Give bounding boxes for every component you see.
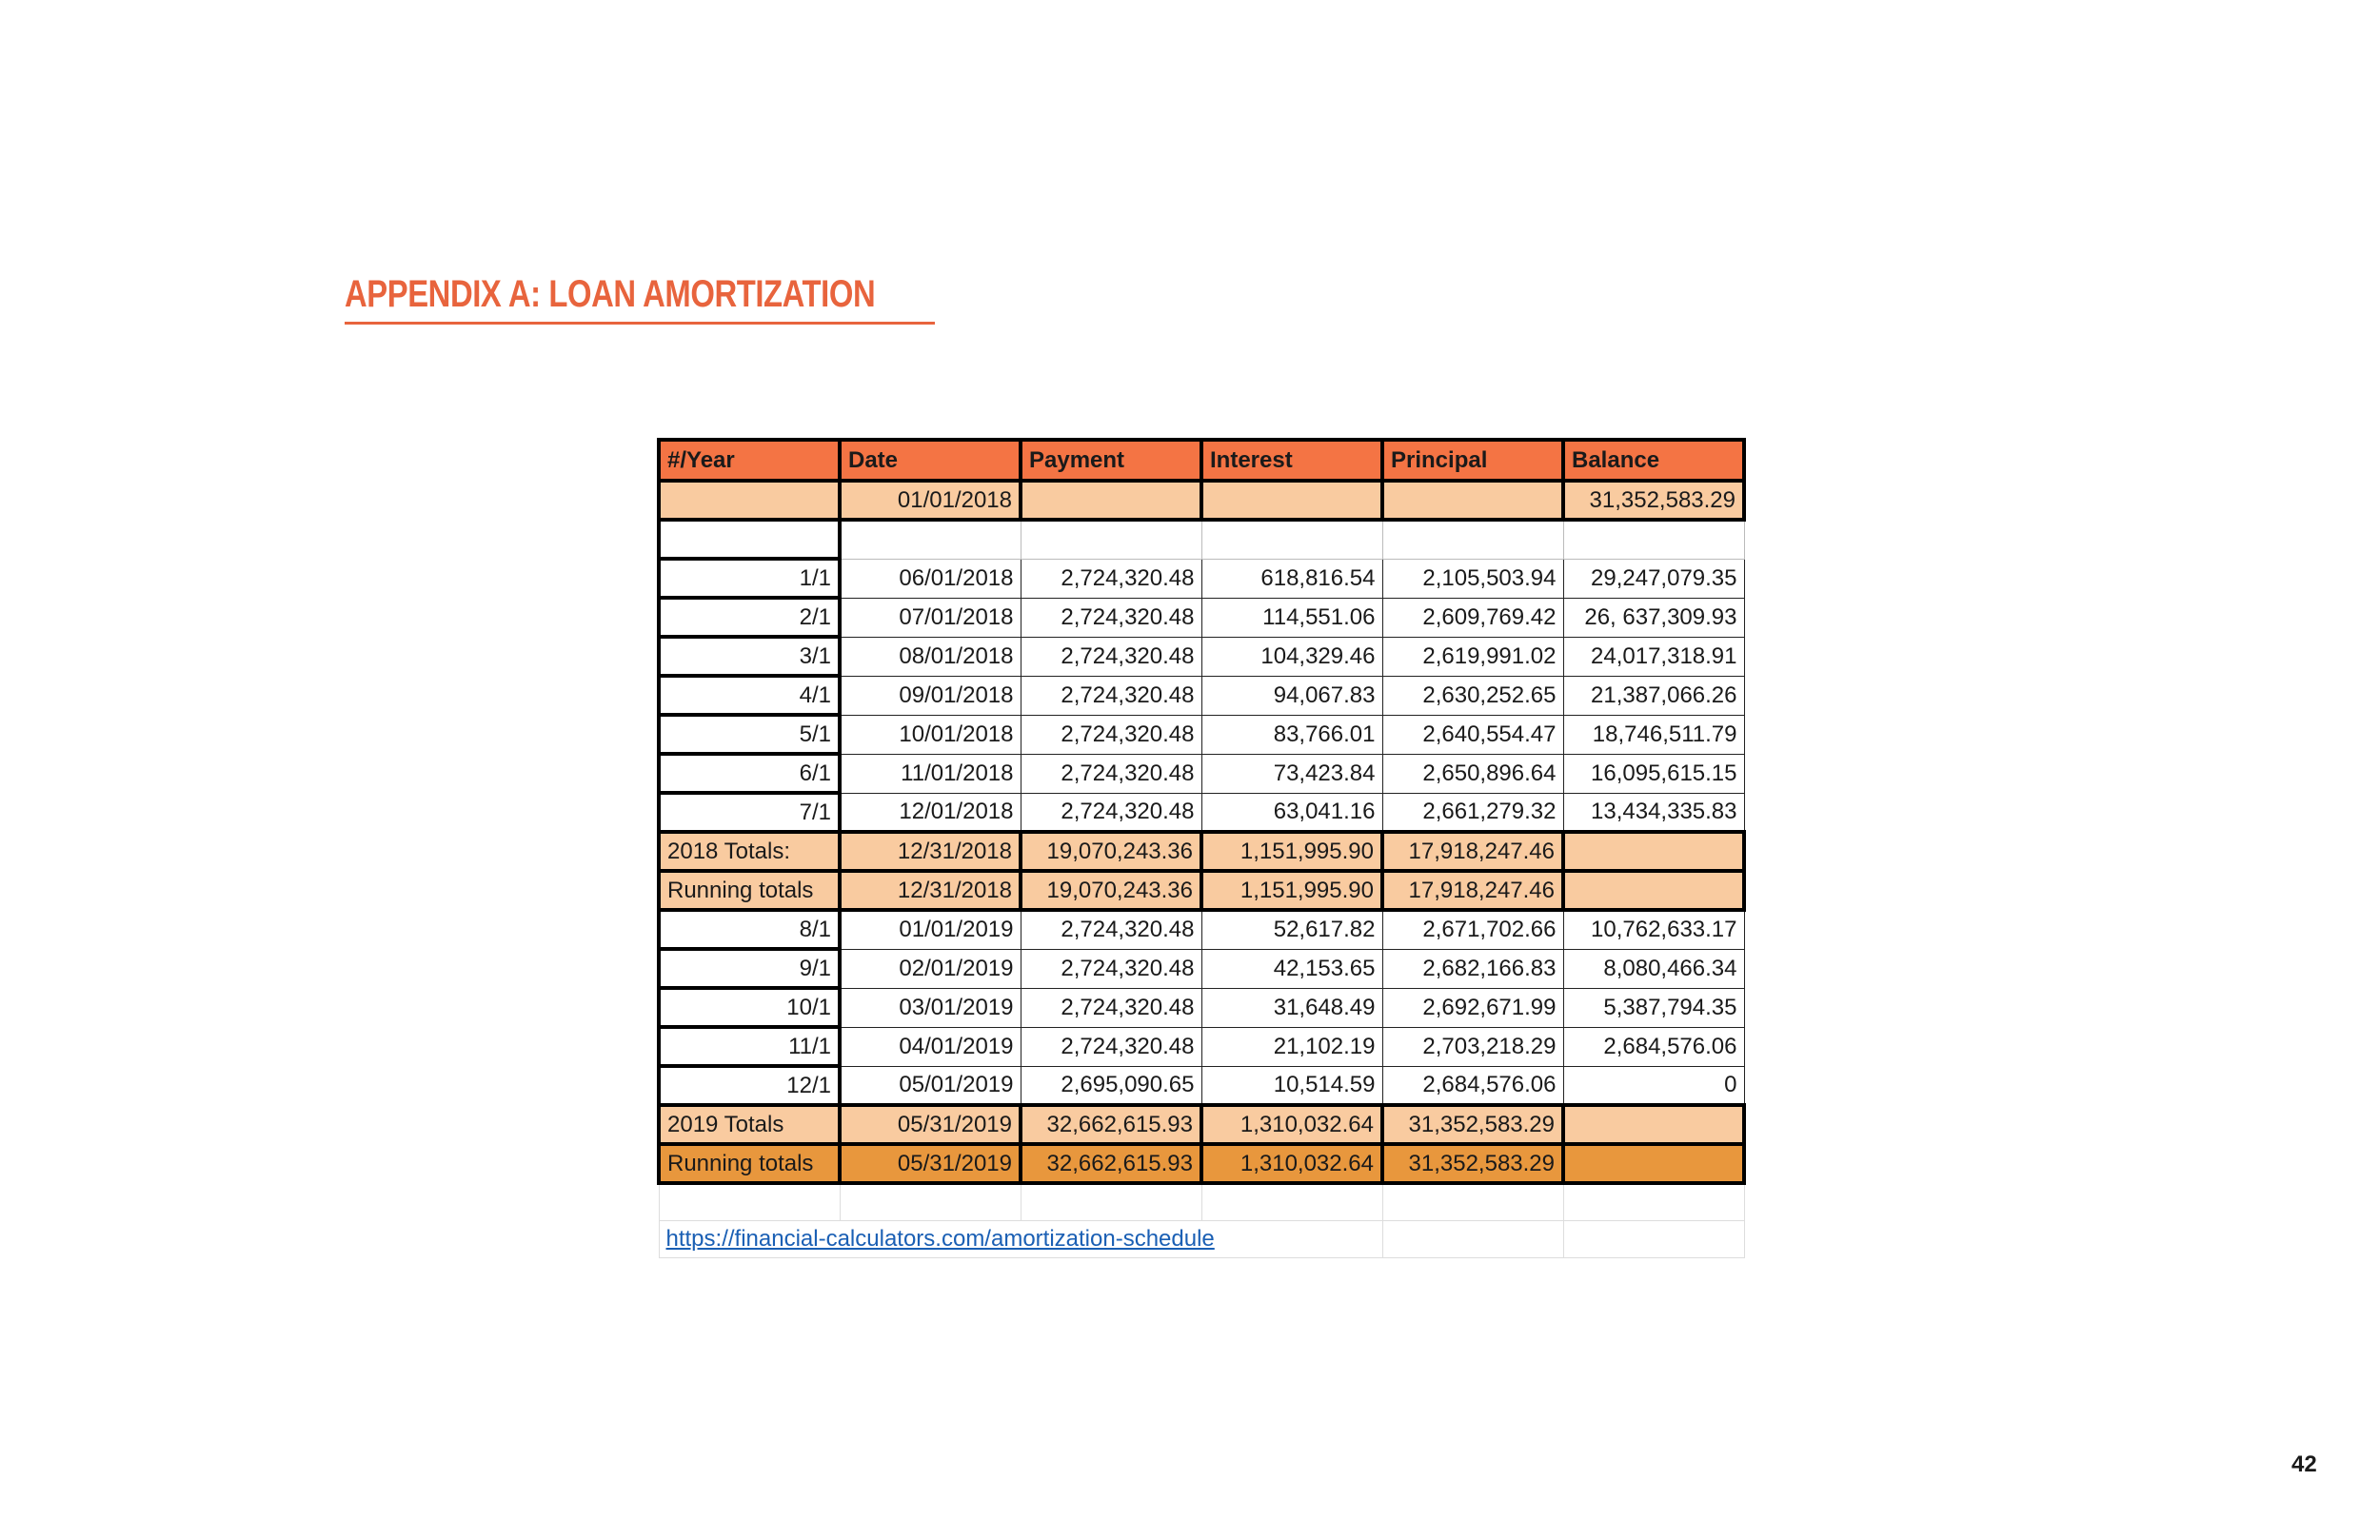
date-cell: 05/31/2019 bbox=[840, 1144, 1021, 1183]
initial-row bbox=[659, 481, 1744, 520]
label-cell: Running totals bbox=[659, 871, 840, 910]
date-cell: 12/31/2018 bbox=[840, 871, 1021, 910]
date-cell: 08/01/2018 bbox=[840, 637, 1021, 676]
interest-cell: 1,310,032.64 bbox=[1201, 1144, 1382, 1183]
date-cell: 11/01/2018 bbox=[840, 754, 1021, 793]
balance-cell: 16,095,615.15 bbox=[1563, 754, 1744, 793]
date-cell: 07/01/2018 bbox=[840, 598, 1021, 637]
page-title: APPENDIX A: LOAN AMORTIZATION bbox=[345, 273, 876, 315]
payment-cell: 2,724,320.48 bbox=[1021, 559, 1201, 598]
date-cell: 09/01/2018 bbox=[840, 676, 1021, 715]
interest-cell: 1,310,032.64 bbox=[1201, 1105, 1382, 1144]
table-row bbox=[659, 754, 1744, 793]
principal-cell: 2,684,576.06 bbox=[1382, 1066, 1563, 1105]
col-header-year: #/Year bbox=[659, 440, 840, 481]
year-cell: 1/1 bbox=[659, 559, 840, 598]
interest-cell: 83,766.01 bbox=[1201, 715, 1382, 754]
balance-cell: 18,746,511.79 bbox=[1563, 715, 1744, 754]
payment-cell: 2,724,320.48 bbox=[1021, 754, 1201, 793]
payment-cell: 2,724,320.48 bbox=[1021, 676, 1201, 715]
year-cell: 5/1 bbox=[659, 715, 840, 754]
interest-cell: 21,102.19 bbox=[1201, 1027, 1382, 1066]
balance-cell: 21,387,066.26 bbox=[1563, 676, 1744, 715]
year-cell: 9/1 bbox=[659, 949, 840, 988]
totals-row-2018 bbox=[659, 832, 1744, 871]
date-cell: 05/01/2019 bbox=[840, 1066, 1021, 1105]
principal-cell: 31,352,583.29 bbox=[1382, 1144, 1563, 1183]
balance-cell: 24,017,318.91 bbox=[1563, 637, 1744, 676]
balance-cell bbox=[1563, 871, 1744, 910]
year-cell: 10/1 bbox=[659, 988, 840, 1027]
principal-cell: 2,619,991.02 bbox=[1382, 637, 1563, 676]
interest-cell: 114,551.06 bbox=[1201, 598, 1382, 637]
year-cell: 4/1 bbox=[659, 676, 840, 715]
col-header-interest: Interest bbox=[1201, 440, 1382, 481]
interest-cell: 1,151,995.90 bbox=[1201, 871, 1382, 910]
principal-cell: 2,692,671.99 bbox=[1382, 988, 1563, 1027]
principal-cell: 2,661,279.32 bbox=[1382, 793, 1563, 832]
payment-cell: 2,724,320.48 bbox=[1021, 637, 1201, 676]
principal-cell: 2,640,554.47 bbox=[1382, 715, 1563, 754]
payment-cell: 2,724,320.48 bbox=[1021, 1027, 1201, 1066]
date-cell: 06/01/2018 bbox=[840, 559, 1021, 598]
balance-cell: 13,434,335.83 bbox=[1563, 793, 1744, 832]
table-row bbox=[659, 988, 1744, 1027]
blank-row bbox=[659, 520, 1744, 559]
balance-cell bbox=[1563, 1105, 1744, 1144]
payment-cell: 2,695,090.65 bbox=[1021, 1066, 1201, 1105]
interest-cell: 10,514.59 bbox=[1201, 1066, 1382, 1105]
principal-cell: 2,105,503.94 bbox=[1382, 559, 1563, 598]
label-cell: 2019 Totals bbox=[659, 1105, 840, 1144]
table-row bbox=[659, 559, 1744, 598]
year-cell: 11/1 bbox=[659, 1027, 840, 1066]
table-row bbox=[659, 910, 1744, 949]
col-header-balance: Balance bbox=[1563, 440, 1744, 481]
date-cell: 05/31/2019 bbox=[840, 1105, 1021, 1144]
initial-payment-cell bbox=[1021, 481, 1201, 520]
principal-cell: 2,703,218.29 bbox=[1382, 1027, 1563, 1066]
table-row bbox=[659, 715, 1744, 754]
interest-cell: 73,423.84 bbox=[1201, 754, 1382, 793]
amortization-table bbox=[657, 438, 1746, 1258]
interest-cell: 42,153.65 bbox=[1201, 949, 1382, 988]
date-cell: 03/01/2019 bbox=[840, 988, 1021, 1027]
label-cell: 2018 Totals: bbox=[659, 832, 840, 871]
balance-cell: 8,080,466.34 bbox=[1563, 949, 1744, 988]
year-cell: 6/1 bbox=[659, 754, 840, 793]
payment-cell: 19,070,243.36 bbox=[1021, 832, 1201, 871]
interest-cell: 94,067.83 bbox=[1201, 676, 1382, 715]
principal-cell: 2,682,166.83 bbox=[1382, 949, 1563, 988]
date-cell: 02/01/2019 bbox=[840, 949, 1021, 988]
interest-cell: 618,816.54 bbox=[1201, 559, 1382, 598]
col-header-date: Date bbox=[840, 440, 1021, 481]
payment-cell: 2,724,320.48 bbox=[1021, 949, 1201, 988]
table-row bbox=[659, 1027, 1744, 1066]
initial-principal-cell bbox=[1382, 481, 1563, 520]
source-row bbox=[659, 1220, 1744, 1257]
balance-cell: 5,387,794.35 bbox=[1563, 988, 1744, 1027]
balance-cell: 0 bbox=[1563, 1066, 1744, 1105]
payment-cell: 2,724,320.48 bbox=[1021, 793, 1201, 832]
table-row bbox=[659, 637, 1744, 676]
table-row bbox=[659, 793, 1744, 832]
payment-cell: 32,662,615.93 bbox=[1021, 1144, 1201, 1183]
date-cell: 12/31/2018 bbox=[840, 832, 1021, 871]
year-cell: 7/1 bbox=[659, 793, 840, 832]
label-cell: Running totals bbox=[659, 1144, 840, 1183]
interest-cell: 104,329.46 bbox=[1201, 637, 1382, 676]
balance-cell bbox=[1563, 832, 1744, 871]
principal-cell: 17,918,247.46 bbox=[1382, 832, 1563, 871]
interest-cell: 52,617.82 bbox=[1201, 910, 1382, 949]
source-link[interactable]: https://financial-calculators.com/amortization-schedule bbox=[665, 1225, 1215, 1252]
principal-cell: 2,630,252.65 bbox=[1382, 676, 1563, 715]
year-cell: 2/1 bbox=[659, 598, 840, 637]
table-row bbox=[659, 598, 1744, 637]
date-cell: 12/01/2018 bbox=[840, 793, 1021, 832]
principal-cell: 31,352,583.29 bbox=[1382, 1105, 1563, 1144]
balance-cell: 26, 637,309.93 bbox=[1563, 598, 1744, 637]
page-number: 42 bbox=[2291, 1451, 2317, 1477]
running-totals-row-2018 bbox=[659, 871, 1744, 910]
payment-cell: 2,724,320.48 bbox=[1021, 910, 1201, 949]
payment-cell: 2,724,320.48 bbox=[1021, 598, 1201, 637]
initial-interest-cell bbox=[1201, 481, 1382, 520]
balance-cell: 2,684,576.06 bbox=[1563, 1027, 1744, 1066]
col-header-payment: Payment bbox=[1021, 440, 1201, 481]
title-underline bbox=[345, 322, 935, 325]
principal-cell: 2,650,896.64 bbox=[1382, 754, 1563, 793]
running-totals-row-2019 bbox=[659, 1144, 1744, 1183]
year-cell: 8/1 bbox=[659, 910, 840, 949]
year-cell: 12/1 bbox=[659, 1066, 840, 1105]
date-cell: 01/01/2019 bbox=[840, 910, 1021, 949]
payment-cell: 32,662,615.93 bbox=[1021, 1105, 1201, 1144]
empty-row bbox=[659, 1183, 1744, 1220]
header-row bbox=[659, 440, 1744, 481]
year-cell: 3/1 bbox=[659, 637, 840, 676]
initial-balance-cell: 31,352,583.29 bbox=[1563, 481, 1744, 520]
table-row bbox=[659, 949, 1744, 988]
principal-cell: 2,671,702.66 bbox=[1382, 910, 1563, 949]
interest-cell: 63,041.16 bbox=[1201, 793, 1382, 832]
balance-cell: 29,247,079.35 bbox=[1563, 559, 1744, 598]
balance-cell: 10,762,633.17 bbox=[1563, 910, 1744, 949]
principal-cell: 2,609,769.42 bbox=[1382, 598, 1563, 637]
col-header-principal: Principal bbox=[1382, 440, 1563, 481]
balance-cell bbox=[1563, 1144, 1744, 1183]
interest-cell: 31,648.49 bbox=[1201, 988, 1382, 1027]
initial-year-cell bbox=[659, 481, 840, 520]
initial-date-cell: 01/01/2018 bbox=[840, 481, 1021, 520]
payment-cell: 19,070,243.36 bbox=[1021, 871, 1201, 910]
interest-cell: 1,151,995.90 bbox=[1201, 832, 1382, 871]
payment-cell: 2,724,320.48 bbox=[1021, 715, 1201, 754]
payment-cell: 2,724,320.48 bbox=[1021, 988, 1201, 1027]
principal-cell: 17,918,247.46 bbox=[1382, 871, 1563, 910]
totals-row-2019 bbox=[659, 1105, 1744, 1144]
date-cell: 10/01/2018 bbox=[840, 715, 1021, 754]
table-row bbox=[659, 676, 1744, 715]
table-row bbox=[659, 1066, 1744, 1105]
date-cell: 04/01/2019 bbox=[840, 1027, 1021, 1066]
